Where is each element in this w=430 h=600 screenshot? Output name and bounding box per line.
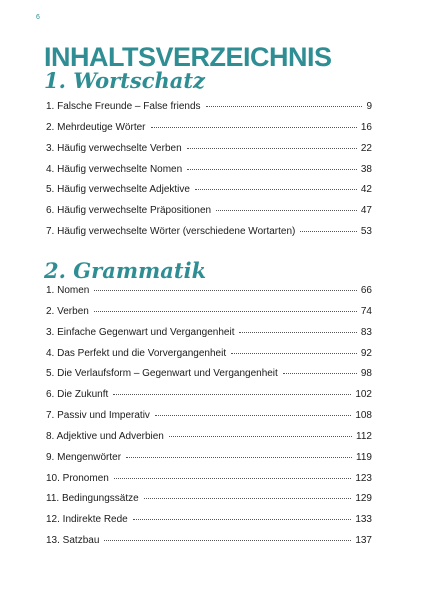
toc-entry-page-number: 119	[356, 451, 372, 463]
toc-entry-title: 2. Mehrdeutige Wörter	[46, 121, 146, 133]
toc-entry-title: 3. Einfache Gegenwart und Vergangenheit	[46, 326, 235, 338]
dot-leader	[114, 478, 351, 479]
toc-entry-page-number: 123	[355, 472, 372, 484]
toc-entry[interactable]	[46, 452, 372, 473]
toc-entry-page-number: 108	[355, 410, 372, 422]
toc-entry-page-number: 38	[360, 163, 372, 175]
toc-list-wortschatz	[46, 101, 372, 247]
dot-leader	[300, 231, 357, 232]
dot-leader	[104, 540, 351, 541]
toc-entry-page-number: 47	[360, 205, 372, 217]
toc-entry[interactable]	[46, 122, 372, 143]
dot-leader	[187, 169, 357, 170]
dot-leader	[169, 436, 352, 437]
toc-entry-page-number: 22	[360, 142, 372, 154]
toc-entry[interactable]	[46, 473, 372, 494]
toc-entry-page-number: 74	[360, 305, 372, 317]
toc-entry[interactable]	[46, 514, 372, 535]
toc-entry-title: 4. Häufig verwechselte Nomen	[46, 163, 183, 175]
toc-entry-title: 1. Nomen	[46, 285, 90, 296]
toc-entry-page-number: 112	[356, 430, 372, 442]
toc-entry[interactable]	[46, 431, 372, 452]
toc-entry-title: 2. Verben	[46, 305, 89, 317]
toc-entry[interactable]	[46, 184, 372, 205]
toc-entry[interactable]	[46, 205, 372, 226]
section-heading-grammatik: 2. Grammatik	[44, 258, 207, 283]
toc-entry-title: 6. Häufig verwechselte Präpositionen	[46, 205, 212, 217]
toc-entry-page-number: 98	[360, 368, 372, 380]
toc-entry-title: 3. Häufig verwechselte Verben	[46, 142, 182, 154]
toc-entry-page-number: 92	[360, 347, 372, 359]
toc-entry-page-number: 129	[355, 493, 372, 505]
dot-leader	[94, 290, 357, 291]
toc-entry-title: 1. Falsche Freunde – False friends	[46, 101, 201, 112]
toc-entry[interactable]	[46, 535, 372, 556]
toc-entry-page-number: 9	[366, 101, 372, 112]
toc-entry[interactable]	[46, 226, 372, 247]
dot-leader	[206, 106, 363, 107]
toc-entry-page-number: 133	[355, 514, 372, 526]
dot-leader	[126, 457, 352, 458]
toc-entry[interactable]	[46, 101, 372, 122]
dot-leader	[216, 210, 357, 211]
toc-entry-page-number: 102	[355, 389, 372, 401]
toc-entry-title: 6. Die Zukunft	[46, 389, 109, 401]
toc-entry-page-number: 137	[355, 535, 372, 547]
toc-entry-title: 12. Indirekte Rede	[46, 514, 128, 526]
toc-entry-title: 7. Häufig verwechselte Wörter (verschiedene Wortarten)	[46, 226, 296, 238]
toc-entry-title: 9. Mengenwörter	[46, 451, 122, 463]
toc-entry[interactable]	[46, 327, 372, 348]
toc-entry[interactable]	[46, 164, 372, 185]
toc-entry-page-number: 16	[360, 121, 372, 133]
toc-entry-page-number: 66	[360, 285, 372, 296]
toc-entry-title: 4. Das Perfekt und die Vorvergangenheit	[46, 347, 227, 359]
toc-entry[interactable]	[46, 493, 372, 514]
toc-entry[interactable]	[46, 143, 372, 164]
toc-entry-title: 10. Pronomen	[46, 472, 109, 484]
section-heading-wortschatz: 1. Wortschatz	[44, 68, 205, 93]
dot-leader	[187, 148, 357, 149]
toc-entry[interactable]	[46, 348, 372, 369]
toc-entry[interactable]	[46, 285, 372, 306]
toc-entry-title: 13. Satzbau	[46, 535, 100, 547]
dot-leader	[133, 519, 352, 520]
dot-leader	[155, 415, 351, 416]
toc-entry-title: 5. Die Verlaufsform – Gegenwart und Vergangenheit	[46, 368, 278, 380]
dot-leader	[94, 311, 357, 312]
toc-entry-title: 5. Häufig verwechselte Adjektive	[46, 184, 190, 196]
toc-entry-title: 8. Adjektive und Adverbien	[46, 430, 164, 442]
dot-leader	[151, 127, 357, 128]
toc-entry-page-number: 42	[360, 184, 372, 196]
dot-leader	[231, 353, 357, 354]
dot-leader	[113, 394, 351, 395]
dot-leader	[144, 498, 352, 499]
toc-entry[interactable]	[46, 306, 372, 327]
toc-entry-page-number: 83	[360, 326, 372, 338]
toc-entry[interactable]	[46, 389, 372, 410]
toc-entry[interactable]	[46, 368, 372, 389]
dot-leader	[239, 332, 356, 333]
page-number: 6	[36, 14, 40, 21]
toc-entry-title: 7. Passiv und Imperativ	[46, 410, 150, 422]
toc-entry[interactable]	[46, 410, 372, 431]
toc-entry-title: 11. Bedingungssätze	[46, 493, 139, 505]
dot-leader	[195, 189, 357, 190]
toc-entry-page-number: 53	[360, 226, 372, 238]
toc-title: INHALTSVERZEICHNIS	[44, 42, 332, 72]
toc-list-grammatik	[46, 285, 372, 556]
dot-leader	[283, 373, 357, 374]
